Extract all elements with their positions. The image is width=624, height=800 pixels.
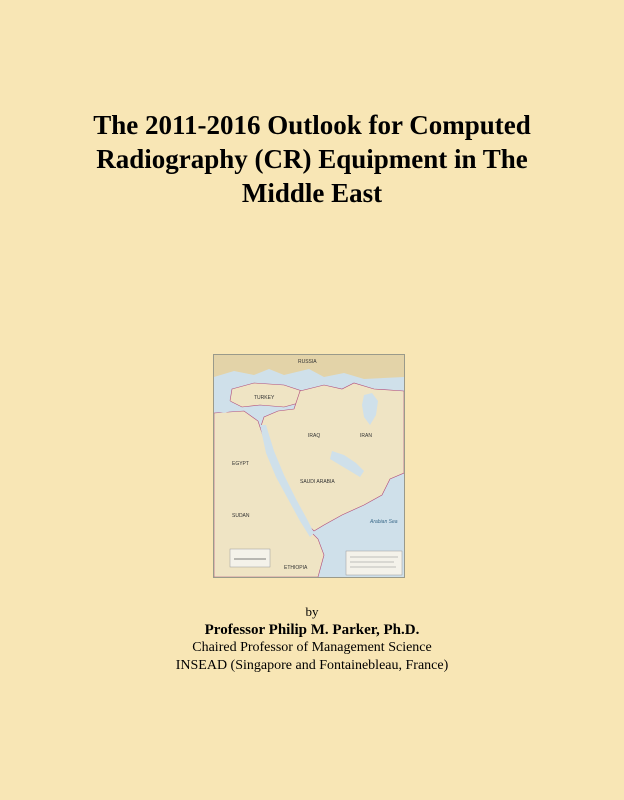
title-line-1: The 2011-2016 Outlook for Computed <box>93 110 531 140</box>
map-label-ethiopia: ETHIOPIA <box>284 565 308 571</box>
map-label-iran: IRAN <box>360 433 372 439</box>
map-label-russia: RUSSIA <box>298 359 317 365</box>
map-label-turkey: TURKEY <box>254 395 275 401</box>
title-line-2: Radiography (CR) Equipment in The <box>96 144 528 174</box>
title-line-3: Middle East <box>241 178 383 208</box>
author-institution: INSEAD (Singapore and Fontainebleau, France) <box>175 658 449 673</box>
map-label-egypt: EGYPT <box>232 461 249 467</box>
byline <box>40 603 584 675</box>
byline-by: by <box>305 604 319 619</box>
map-label-arabian-sea: Arabian Sea <box>370 519 398 525</box>
map-scale-box <box>230 549 270 567</box>
author-position: Chaired Professor of Management Science <box>192 640 432 655</box>
document-title <box>40 108 584 210</box>
map-legend-box <box>346 551 402 575</box>
map-label-iraq: IRAQ <box>308 433 321 439</box>
map-graphic <box>214 355 404 577</box>
middle-east-map <box>213 354 405 578</box>
map-label-saudi-arabia: SAUDI ARABIA <box>300 479 335 485</box>
author-name: Professor Philip M. Parker, Ph.D. <box>204 622 420 638</box>
map-label-sudan: SUDAN <box>232 513 250 519</box>
